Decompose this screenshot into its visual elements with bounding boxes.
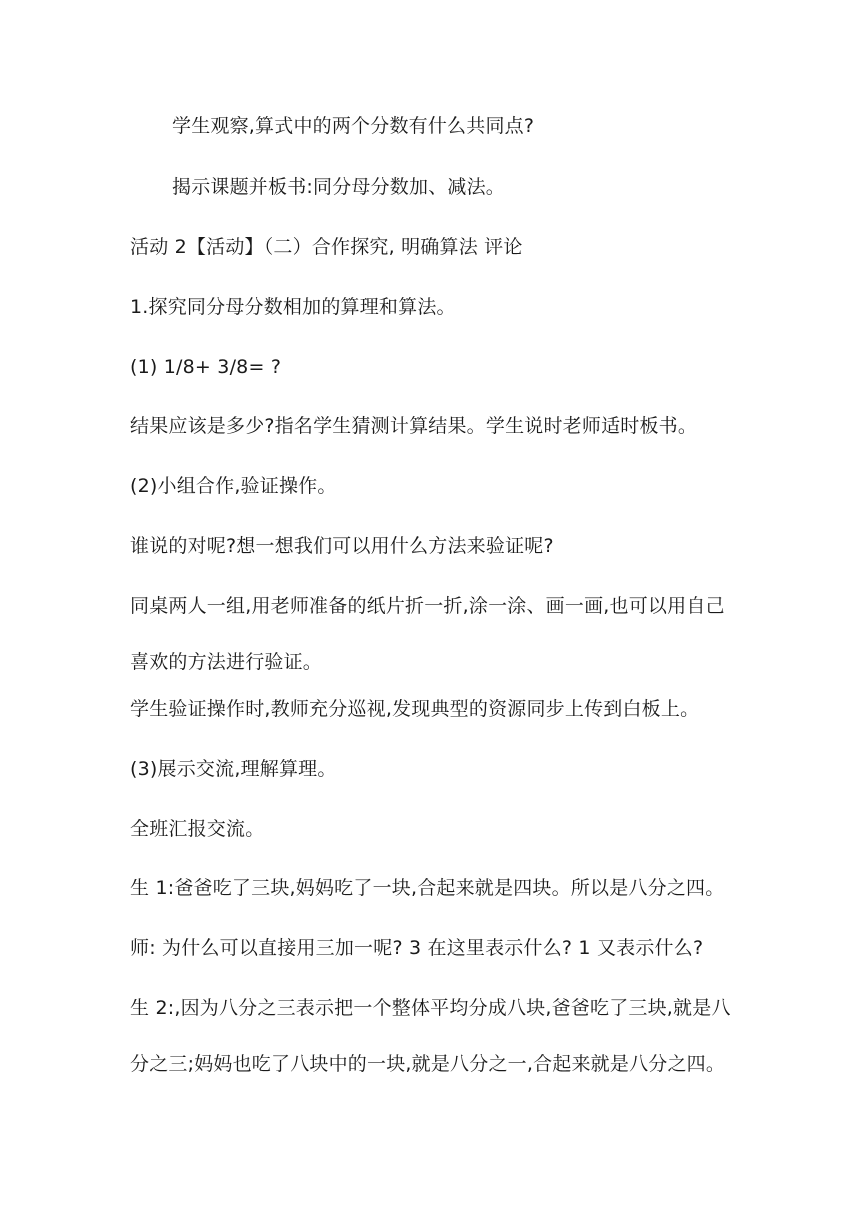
paragraph-student-1: 生 1:爸爸吃了三块,妈妈吃了一块,合起来就是四块。所以是八分之四。: [130, 877, 725, 899]
paragraph-activity-heading: 活动 2【活动】（二）合作探究, 明确算法 评论: [130, 236, 523, 258]
paragraph-pair-instructions: 同桌两人一组,用老师准备的纸片折一折,涂一涂、画一画,也可以用自己喜欢的方法进行验证。: [130, 595, 725, 673]
paragraph-teacher-patrol: 学生验证操作时,教师充分巡视,发现典型的资源同步上传到白板上。: [130, 698, 700, 720]
paragraph-verify-question: 谁说的对呢?想一想我们可以用什么方法来验证呢?: [130, 535, 554, 557]
paragraph-equation: (1) 1/8+ 3/8= ?: [130, 356, 282, 378]
paragraph-group-work: (2)小组合作,验证操作。: [130, 475, 337, 497]
paragraph-result-guess: 结果应该是多少?指名学生猜测计算结果。学生说时老师适时板书。: [130, 415, 698, 437]
paragraph-show-exchange: (3)展示交流,理解算理。: [130, 758, 337, 780]
paragraph-explore-heading: 1.探究同分母分数相加的算理和算法。: [130, 296, 456, 318]
paragraph-reveal-topic: 揭示课题并板书:同分母分数加、减法。: [172, 176, 506, 198]
paragraph-observe-question: 学生观察,算式中的两个分数有什么共同点?: [172, 115, 535, 137]
paragraph-teacher-question: 师: 为什么可以直接用三加一呢? 3 在这里表示什么? 1 又表示什么?: [130, 937, 704, 959]
paragraph-class-report: 全班汇报交流。: [130, 818, 265, 840]
paragraph-student-2: 生 2:,因为八分之三表示把一个整体平均分成八块,爸爸吃了三块,就是八分之三;妈妈也吃了八块中的一块,就是八分之一,合起来就是八分之四。: [130, 997, 731, 1075]
